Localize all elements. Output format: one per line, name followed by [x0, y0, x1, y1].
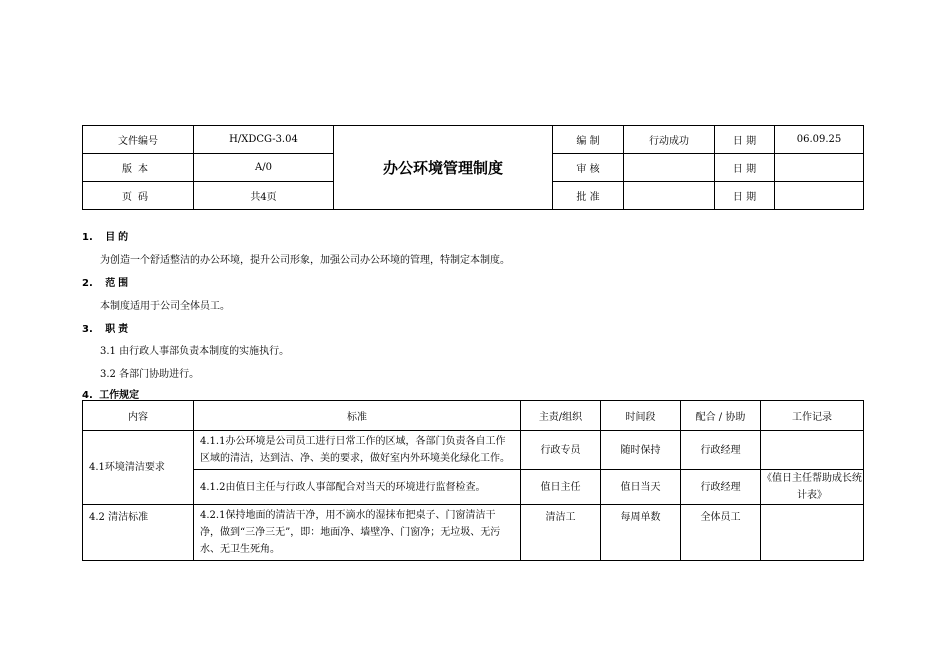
standard-cell: 4.2.1保持地面的清洁干净，用不滴水的湿抹布把桌子、门窗清洁干净，做到“三净三无”，即：地面净、墙壁净、门窗净；无垃圾、无污水、无卫生死角。	[194, 505, 521, 561]
record-cell: 《值日主任帮助成长统计表》	[761, 470, 864, 505]
column-header: 时间段	[601, 401, 681, 431]
table-row	[83, 470, 864, 505]
owner-cell: 行政专员	[521, 431, 601, 470]
date-value-1: 06.09.25	[775, 126, 864, 154]
table-header-row	[83, 401, 864, 431]
section-1-title: 目的	[105, 232, 132, 243]
page-label: 页码	[83, 182, 194, 210]
section-4-title: 工作规定	[99, 390, 140, 401]
page-value: 共4页	[194, 182, 334, 210]
work-rules-table	[82, 400, 864, 561]
compile-value: 行动成功	[624, 126, 715, 154]
document-title: 办公环境管理制度	[334, 126, 553, 210]
period-cell: 每周单数	[601, 505, 681, 561]
content-cell: 4.2 清洁标准	[83, 505, 194, 561]
assist-cell: 行政经理	[681, 431, 761, 470]
review-value	[624, 154, 715, 182]
assist-cell: 全体员工	[681, 505, 761, 561]
date-label-2: 日 期	[715, 154, 775, 182]
period-cell: 值日当天	[601, 470, 681, 505]
content-cell: 4.1环境清洁要求	[83, 431, 194, 505]
document-header-table	[82, 125, 864, 210]
section-2-heading	[82, 274, 131, 289]
owner-cell: 值日主任	[521, 470, 601, 505]
approve-value	[624, 182, 715, 210]
date-label-1: 日 期	[715, 126, 775, 154]
column-header: 内容	[83, 401, 194, 431]
section-2-text: 本制度适用于公司全体员工。	[100, 301, 230, 312]
section-1-text: 为创造一个舒适整洁的办公环境，提升公司形象，加强公司办公环境的管理，特制定本制度。	[100, 255, 510, 266]
doc-no-label: 文件编号	[83, 126, 194, 154]
section-3-title: 职责	[105, 324, 132, 335]
column-header: 工作记录	[761, 401, 864, 431]
section-4-number: 4.	[82, 390, 93, 401]
section-2-number: 2.	[82, 278, 93, 289]
record-cell	[761, 505, 864, 561]
table-row	[83, 505, 864, 561]
standard-cell: 4.1.1办公环境是公司员工进行日常工作的区域，各部门负责各自工作区域的清洁，达到洁、净、美的要求，做好室内外环境美化绿化工作。	[194, 431, 521, 470]
section-3-heading	[82, 320, 131, 335]
owner-cell: 清洁工	[521, 505, 601, 561]
column-header: 主责/组织	[521, 401, 601, 431]
doc-no-value: H/XDCG-3.04	[194, 126, 334, 154]
approve-label: 批 准	[553, 182, 624, 210]
date-value-3	[775, 182, 864, 210]
column-header: 配合 / 协助	[681, 401, 761, 431]
record-cell	[761, 431, 864, 470]
section-3-number: 3.	[82, 324, 93, 335]
section-1-number: 1.	[82, 232, 93, 243]
section-3-item-2: 3.2 各部门协助进行。	[100, 369, 200, 380]
period-cell: 随时保持	[601, 431, 681, 470]
section-2-title: 范围	[105, 278, 132, 289]
table-row	[83, 431, 864, 470]
assist-cell: 行政经理	[681, 470, 761, 505]
date-label-3: 日 期	[715, 182, 775, 210]
version-label: 版本	[83, 154, 194, 182]
standard-cell: 4.1.2由值日主任与行政人事部配合对当天的环境进行监督检查。	[194, 470, 521, 505]
review-label: 审 核	[553, 154, 624, 182]
date-value-2	[775, 154, 864, 182]
section-1-heading	[82, 228, 131, 243]
section-4-heading	[82, 386, 139, 401]
version-value: A/0	[194, 154, 334, 182]
section-3-item-1: 3.1 由行政人事部负责本制度的实施执行。	[100, 346, 290, 357]
compile-label: 编 制	[553, 126, 624, 154]
column-header: 标准	[194, 401, 521, 431]
